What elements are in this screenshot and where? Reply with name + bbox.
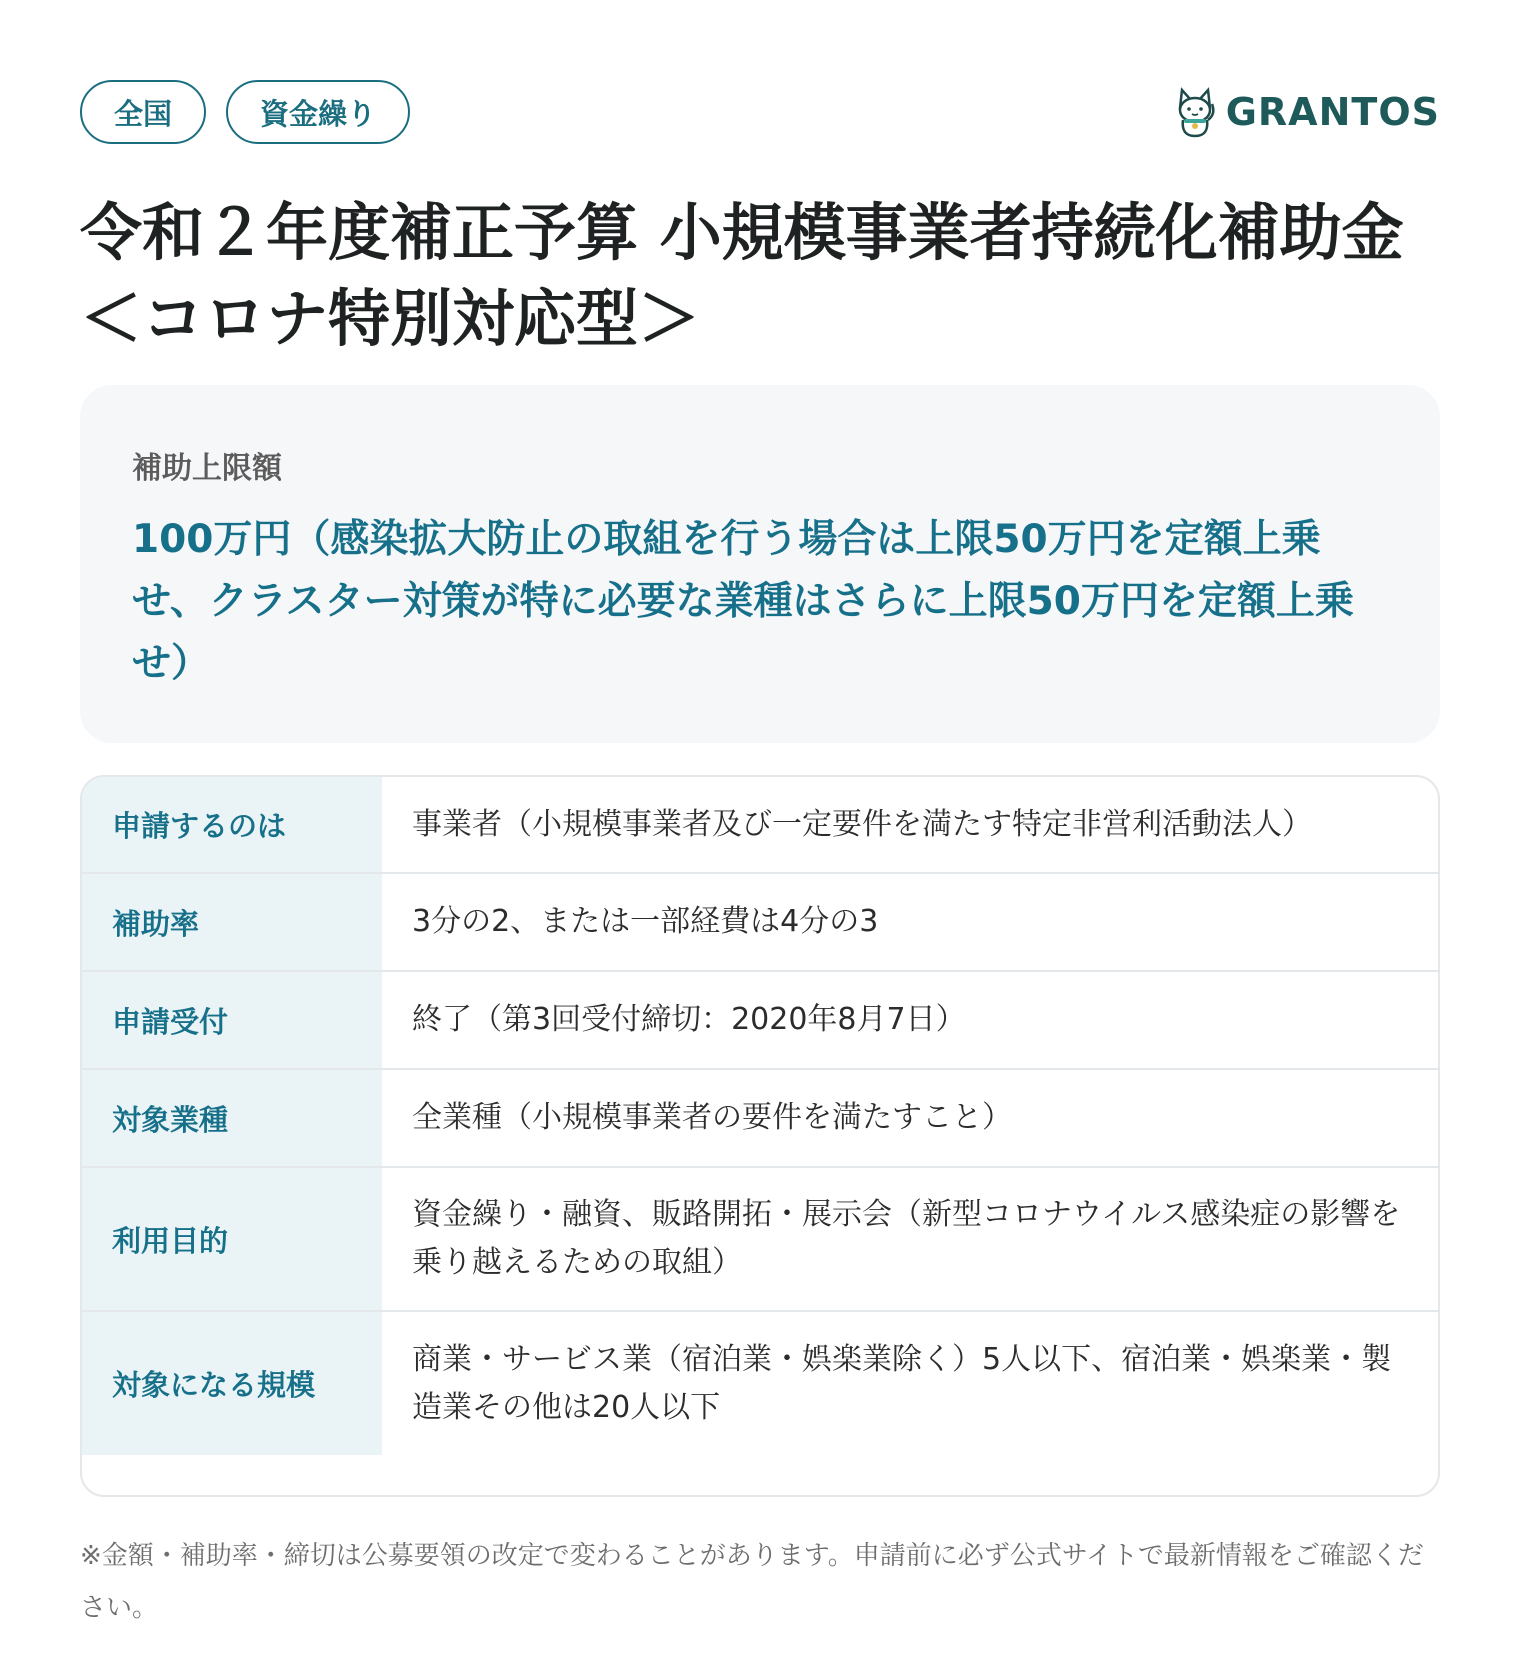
lucky-cat-icon [1172,84,1218,140]
table-row [82,972,1438,1070]
disclaimer-note: ※金額・補助率・締切は公募要領の改定で変わることがあります。申請前に必ず公式サイトで最新情報をご確認ください。 [80,1541,1424,1623]
page-title: 令和２年度補正予算 小規模事業者持続化補助金＜コロナ特別対応型＞ [80,196,1404,355]
table-row [82,777,1438,874]
info-table [80,775,1440,1497]
amount-label: 補助上限額 [132,451,282,486]
table-row [82,1312,1438,1455]
brand-logo[interactable] [1172,84,1440,140]
table-row [82,1168,1438,1312]
row-label-rate: 補助率 [82,874,382,970]
row-label-reception: 申請受付 [82,972,382,1068]
row-value-industry: 全業種（小規模事業者の要件を満たすこと） [412,1100,1012,1135]
tag-region[interactable]: 全国 [80,80,206,144]
brand-name: GRANTOS [1225,90,1440,134]
amount-value: 100万円（感染拡大防止の取組を行う場合は上限50万円を定額上乗せ、クラスター対策が特に必要な業種はさらに上限50万円を定額上乗せ） [132,517,1354,686]
row-value-rate: 3分の2、または一部経費は4分の3 [412,904,879,939]
row-value-purpose: 資金繰り・融資、販路開拓・展示会（新型コロナウイルス感染症の影響を乗り越えるための取組） [412,1197,1401,1280]
row-value-applicant: 事業者（小規模事業者及び一定要件を満たす特定非営利活動法人） [412,806,1312,842]
row-value-reception: 終了（第3回受付締切：2020年8月7日） [412,1002,966,1037]
row-value-scale: 商業・サービス業（宿泊業・娯楽業除く）5人以下、宿泊業・娯楽業・製造業その他は20人以下 [412,1341,1392,1425]
tag-purpose[interactable]: 資金繰り [226,80,410,144]
header [80,80,1440,148]
table-row [82,874,1438,972]
row-label-applicant: 申請するのは [82,777,382,872]
table-row [82,1070,1438,1168]
amount-card [80,385,1440,743]
row-label-purpose: 利用目的 [82,1168,382,1310]
row-label-industry: 対象業種 [82,1070,382,1166]
row-label-scale: 対象になる規模 [82,1312,382,1455]
